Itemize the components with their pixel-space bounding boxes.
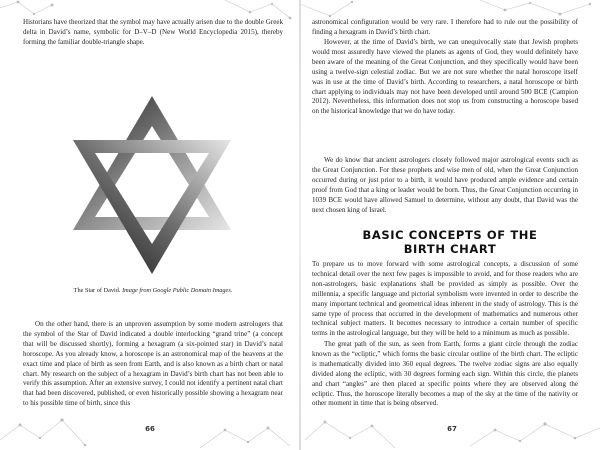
left-paragraph-1: Historians have theorized that the symbol may have actually arisen due to the double Greek delta in David’s name, symbolic for D–V–D (New World Encyclopedia 2015), thereby forming the familiar double-triangle shape. [23,18,283,46]
right-paragraph-4: To prepare us to move forward with some astrological concepts, a discussion of some technical detail over the next few pages is impossible to avoid, and for those readers who are non-astrologers, basic explanations shall be provided as simply as possible. Over the millennia, a specific language and pictorial symbolism were invented in order to describe the many important technical and geometrical ideas inherent in the study of astrology. This is the same type of process that occurred in the development of mathematics and numerous other technical subject matters. It becomes necessary to introduce a certain number of specific terms in the astrological language, but they will be held to a minimum as much as possible. [312,260,578,338]
page-number-left: 66 [145,425,155,433]
caption-credit: Image from Google Public Domain Images. [122,287,233,294]
right-paragraph-1: astronomical configuration would be very rare. I therefore had to rule out the possibility of finding a hexagram in David’s birth chart. [312,18,578,36]
left-paragraph-2: On the other hand, there is an unproven assumption by some modern astrologers that the symbol of the Star of David indicated a double interlocking “grand trine” (a concept that will be discussed shortly), forming a hexagram (a six-pointed star) in David’s natal horoscope. As you already know, a horoscope is an astronomical map of the heavens at the exact time and place of birth as seen from Earth, and is also known as a birth chart or natal chart. My research on the subject of a hexagram in David’s birth chart has not been able to verify this assumption. After an extensive survey, I could not identify a pertinent natal chart that had been discovered, published, or even historically possible showing a hexagram near to his possible time of birth, since this [23,320,283,408]
caption-text: The Star of David. [73,287,123,294]
page-number-right: 67 [447,425,457,433]
right-paragraph-2: However, at the time of David’s birth, we can unequivocally state that Jewish prophets would most assuredly have viewed the planets as agents of God, they would definitely have been aware of the meaning of the Great Conjunction, and they specifically would have been using a twelve-sign celestial zodiac. But we are not sure whether the natal horoscope itself was in use at the time of David’s birth. According to researchers, a natal horoscope or birth chart applying to individuals may not have been developed until around 500 BCE (Campion 2012). Nevertheless, this information does not stop us from constructing a horoscope based on the historical knowledge that we do have today. [312,38,578,116]
figure-caption [22,287,284,295]
section-heading: BASIC CONCEPTS OF THE BIRTH CHART [362,228,538,256]
right-page [300,0,600,450]
star-of-david-image [73,96,231,274]
right-paragraph-3: We do know that ancient astrologers closely followed major astrological events such as the Great Conjunction. For these prophets and wise men of old, when the Great Conjunction occurred during or just prior to a birth, it would have produced ample evidence and certain proof from God that a king or leader would be born. Thus, the Great Conjunction occurring in 1039 BCE would have allowed Samuel to determine, without any doubt, that David was the next chosen king of Israel. [312,156,578,214]
right-paragraph-5: The great path of the sun, as seen from Earth, forms a giant circle through the zodiac known as the “ecliptic,” which forms the basic circular outline of the birth chart. The ecliptic is mathematically divided into 360 equal degrees. The twelve zodiac signs are also equally divided along the ecliptic, with 30 degrees forming each sign. Within this circle, the planets and chart “angles” are then placed at specific points where they are observed along the ecliptic. Thus, the horoscope literally becomes a map of the sky at the time of the nativity or other moment in time that is being observed. [312,340,578,408]
